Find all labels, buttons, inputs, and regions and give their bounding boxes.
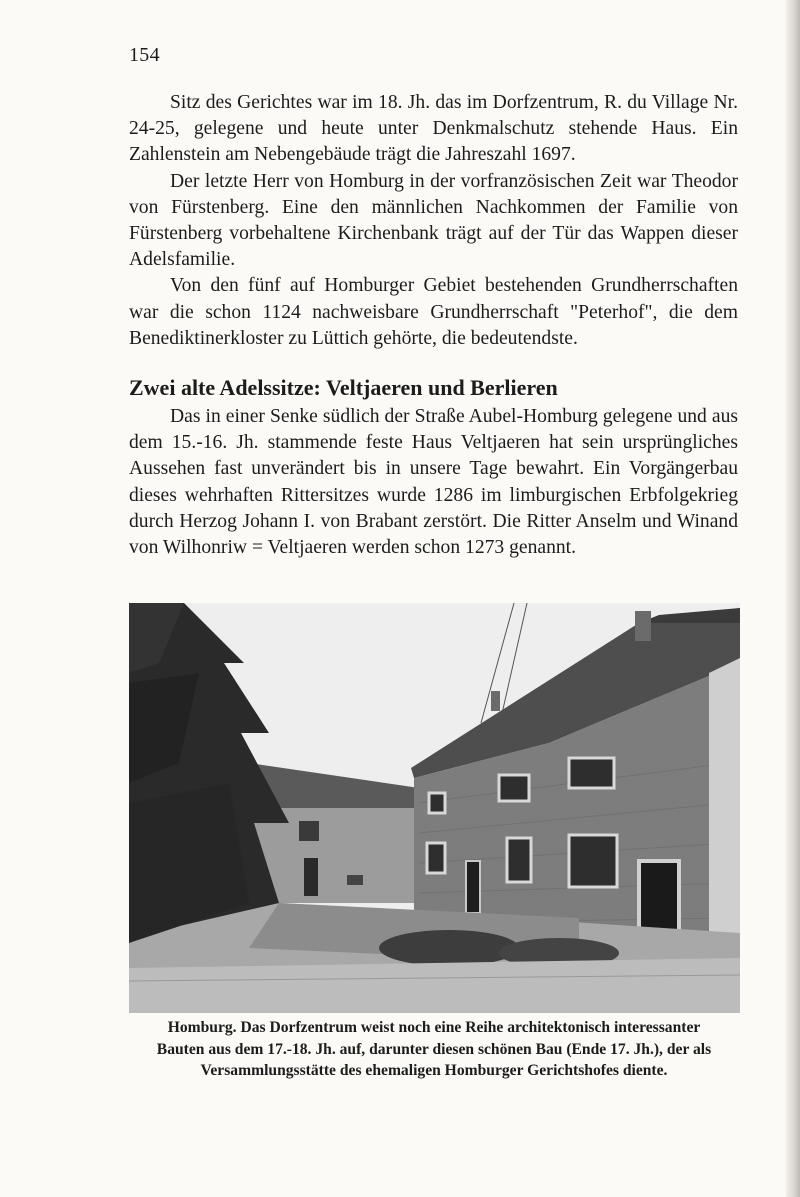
photo-caption: Homburg. Das Dorfzentrum weist noch eine Reihe architektonisch interessanter Bauten aus dem 17.-18. Jh. auf, darunter diesen schönen Bau (Ende 17. Jh.), der als Versammlungsstätte des ehemaligen Homburger Gerichtshofes diente. (156, 1019, 712, 1079)
paragraph: Von den fünf auf Homburger Gebiet bestehenden Grundherrschaften war die schon 1124 nachweisbare Grundherrschaft "Peterhof", die dem Benediktinerkloster zu Lüttich gehörte, die bedeutendste. (129, 275, 738, 349)
paragraph: Sitz des Gerichtes war im 18. Jh. das im Dorfzentrum, R. du Village Nr. 24-25, gelegene und heute unter Denkmalschutz stehende Haus. Ein Zahlenstein am Nebengebäude trägt die Jahreszahl 1697. (129, 92, 738, 166)
paragraph: Das in einer Senke südlich der Straße Aubel-Homburg gelegene und aus dem 15.-16. Jh. stammende feste Haus Veltjaeren hat sein ursprüngliches Aussehen fast unverändert bis in unsere Tage bewahrt. Ein Vorgängerbau dieses wehrhaften Rittersitzes wurde 1286 im limburgischen Erbfolgekrieg durch Herzog Johann I. von Brabant zerstört. Die Ritter Anselm und Winand von Wilhonriw = Veltjaeren werden schon 1273 genannt. (129, 406, 738, 559)
village-house-photo (129, 603, 740, 1013)
paragraph: Der letzte Herr von Homburg in der vorfranzösischen Zeit war Theodor von Fürstenberg. Eine den männlichen Nachkommen der Familie von Fürstenberg vorbehaltene Kirchenbank trägt auf der Tür das Wappen dieser Adelsfamilie. (129, 170, 738, 271)
text-block-section (129, 404, 738, 561)
page-edge (786, 0, 800, 1197)
text-block-intro (129, 90, 738, 352)
section-heading: Zwei alte Adelssitze: Veltjaeren und Berlieren (129, 375, 558, 400)
page-number: 154 (129, 44, 160, 66)
